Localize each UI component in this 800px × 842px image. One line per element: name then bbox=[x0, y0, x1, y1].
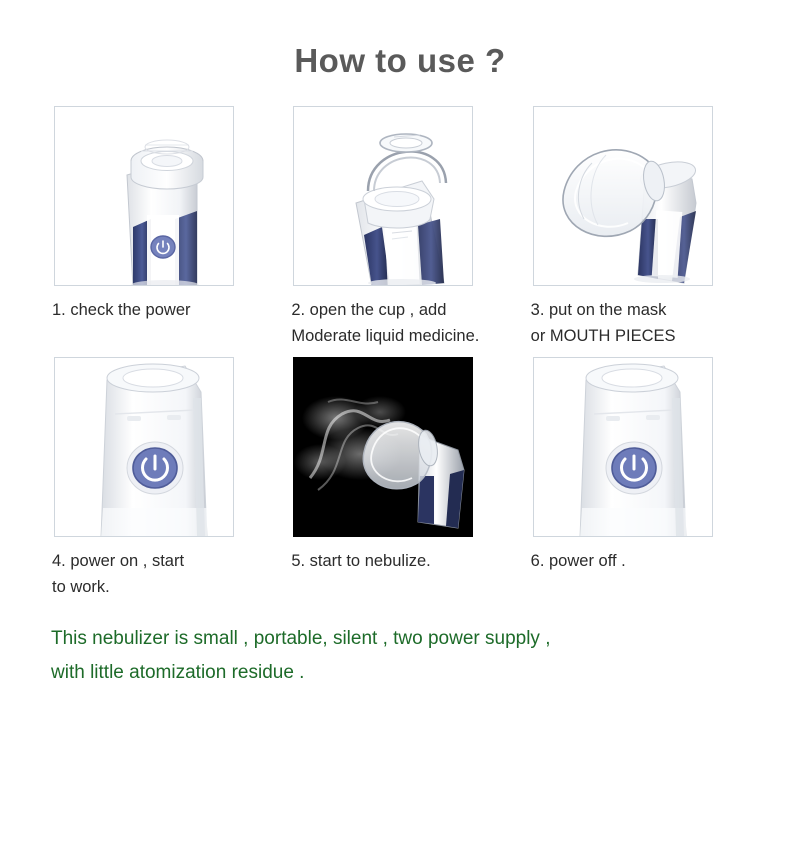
step-5-caption-line1: 5. start to nebulize. bbox=[291, 552, 431, 571]
step-4-caption-line2: to work. bbox=[52, 577, 110, 596]
summary-line-2: with little atomization residue . bbox=[51, 661, 305, 683]
step-3-caption-line1: 3. put on the mask bbox=[530, 301, 667, 319]
step-6-caption-line1: 6. power off . bbox=[530, 552, 626, 571]
step-5-image-frame bbox=[293, 357, 473, 537]
step-3-image-frame bbox=[533, 106, 713, 286]
nebulizer-with-mask-illustration bbox=[534, 107, 712, 285]
nebulizer-cup-open-illustration bbox=[294, 107, 472, 285]
summary-text bbox=[49, 622, 751, 689]
step-cell-6 bbox=[529, 357, 750, 600]
step-1-image-frame bbox=[54, 106, 234, 286]
step-cell-4 bbox=[50, 357, 271, 600]
step-cell-2 bbox=[289, 106, 510, 349]
page-title: How to use ? bbox=[294, 42, 506, 79]
step-cell-3 bbox=[529, 106, 750, 349]
nebulizer-power-off-illustration bbox=[534, 358, 712, 536]
steps-grid bbox=[50, 106, 750, 600]
nebulizer-mist-illustration bbox=[294, 358, 472, 536]
nebulizer-power-on-illustration bbox=[55, 358, 233, 536]
how-to-use-page bbox=[0, 42, 800, 842]
step-cell-1 bbox=[50, 106, 271, 349]
step-4-caption bbox=[50, 549, 184, 600]
step-2-caption bbox=[289, 298, 479, 349]
step-2-image-frame bbox=[293, 106, 473, 286]
step-4-caption-line1: 4. power on , start bbox=[52, 552, 185, 571]
step-6-image-frame bbox=[533, 357, 713, 537]
step-5-caption bbox=[289, 549, 430, 575]
step-cell-5 bbox=[289, 357, 510, 600]
step-6-caption bbox=[529, 549, 626, 575]
summary-line-1: This nebulizer is small , portable, silent , two power supply , bbox=[51, 628, 551, 650]
step-4-image-frame bbox=[54, 357, 234, 537]
step-1-caption bbox=[50, 298, 191, 324]
step-1-caption-line1: 1. check the power bbox=[52, 301, 191, 319]
step-3-caption-line2: or MOUTH PIECES bbox=[530, 326, 676, 345]
step-2-caption-line1: 2. open the cup , add bbox=[291, 301, 447, 319]
step-2-caption-line2: Moderate liquid medicine. bbox=[291, 326, 480, 345]
step-3-caption bbox=[529, 298, 676, 349]
nebulizer-body-front-illustration bbox=[55, 107, 233, 285]
